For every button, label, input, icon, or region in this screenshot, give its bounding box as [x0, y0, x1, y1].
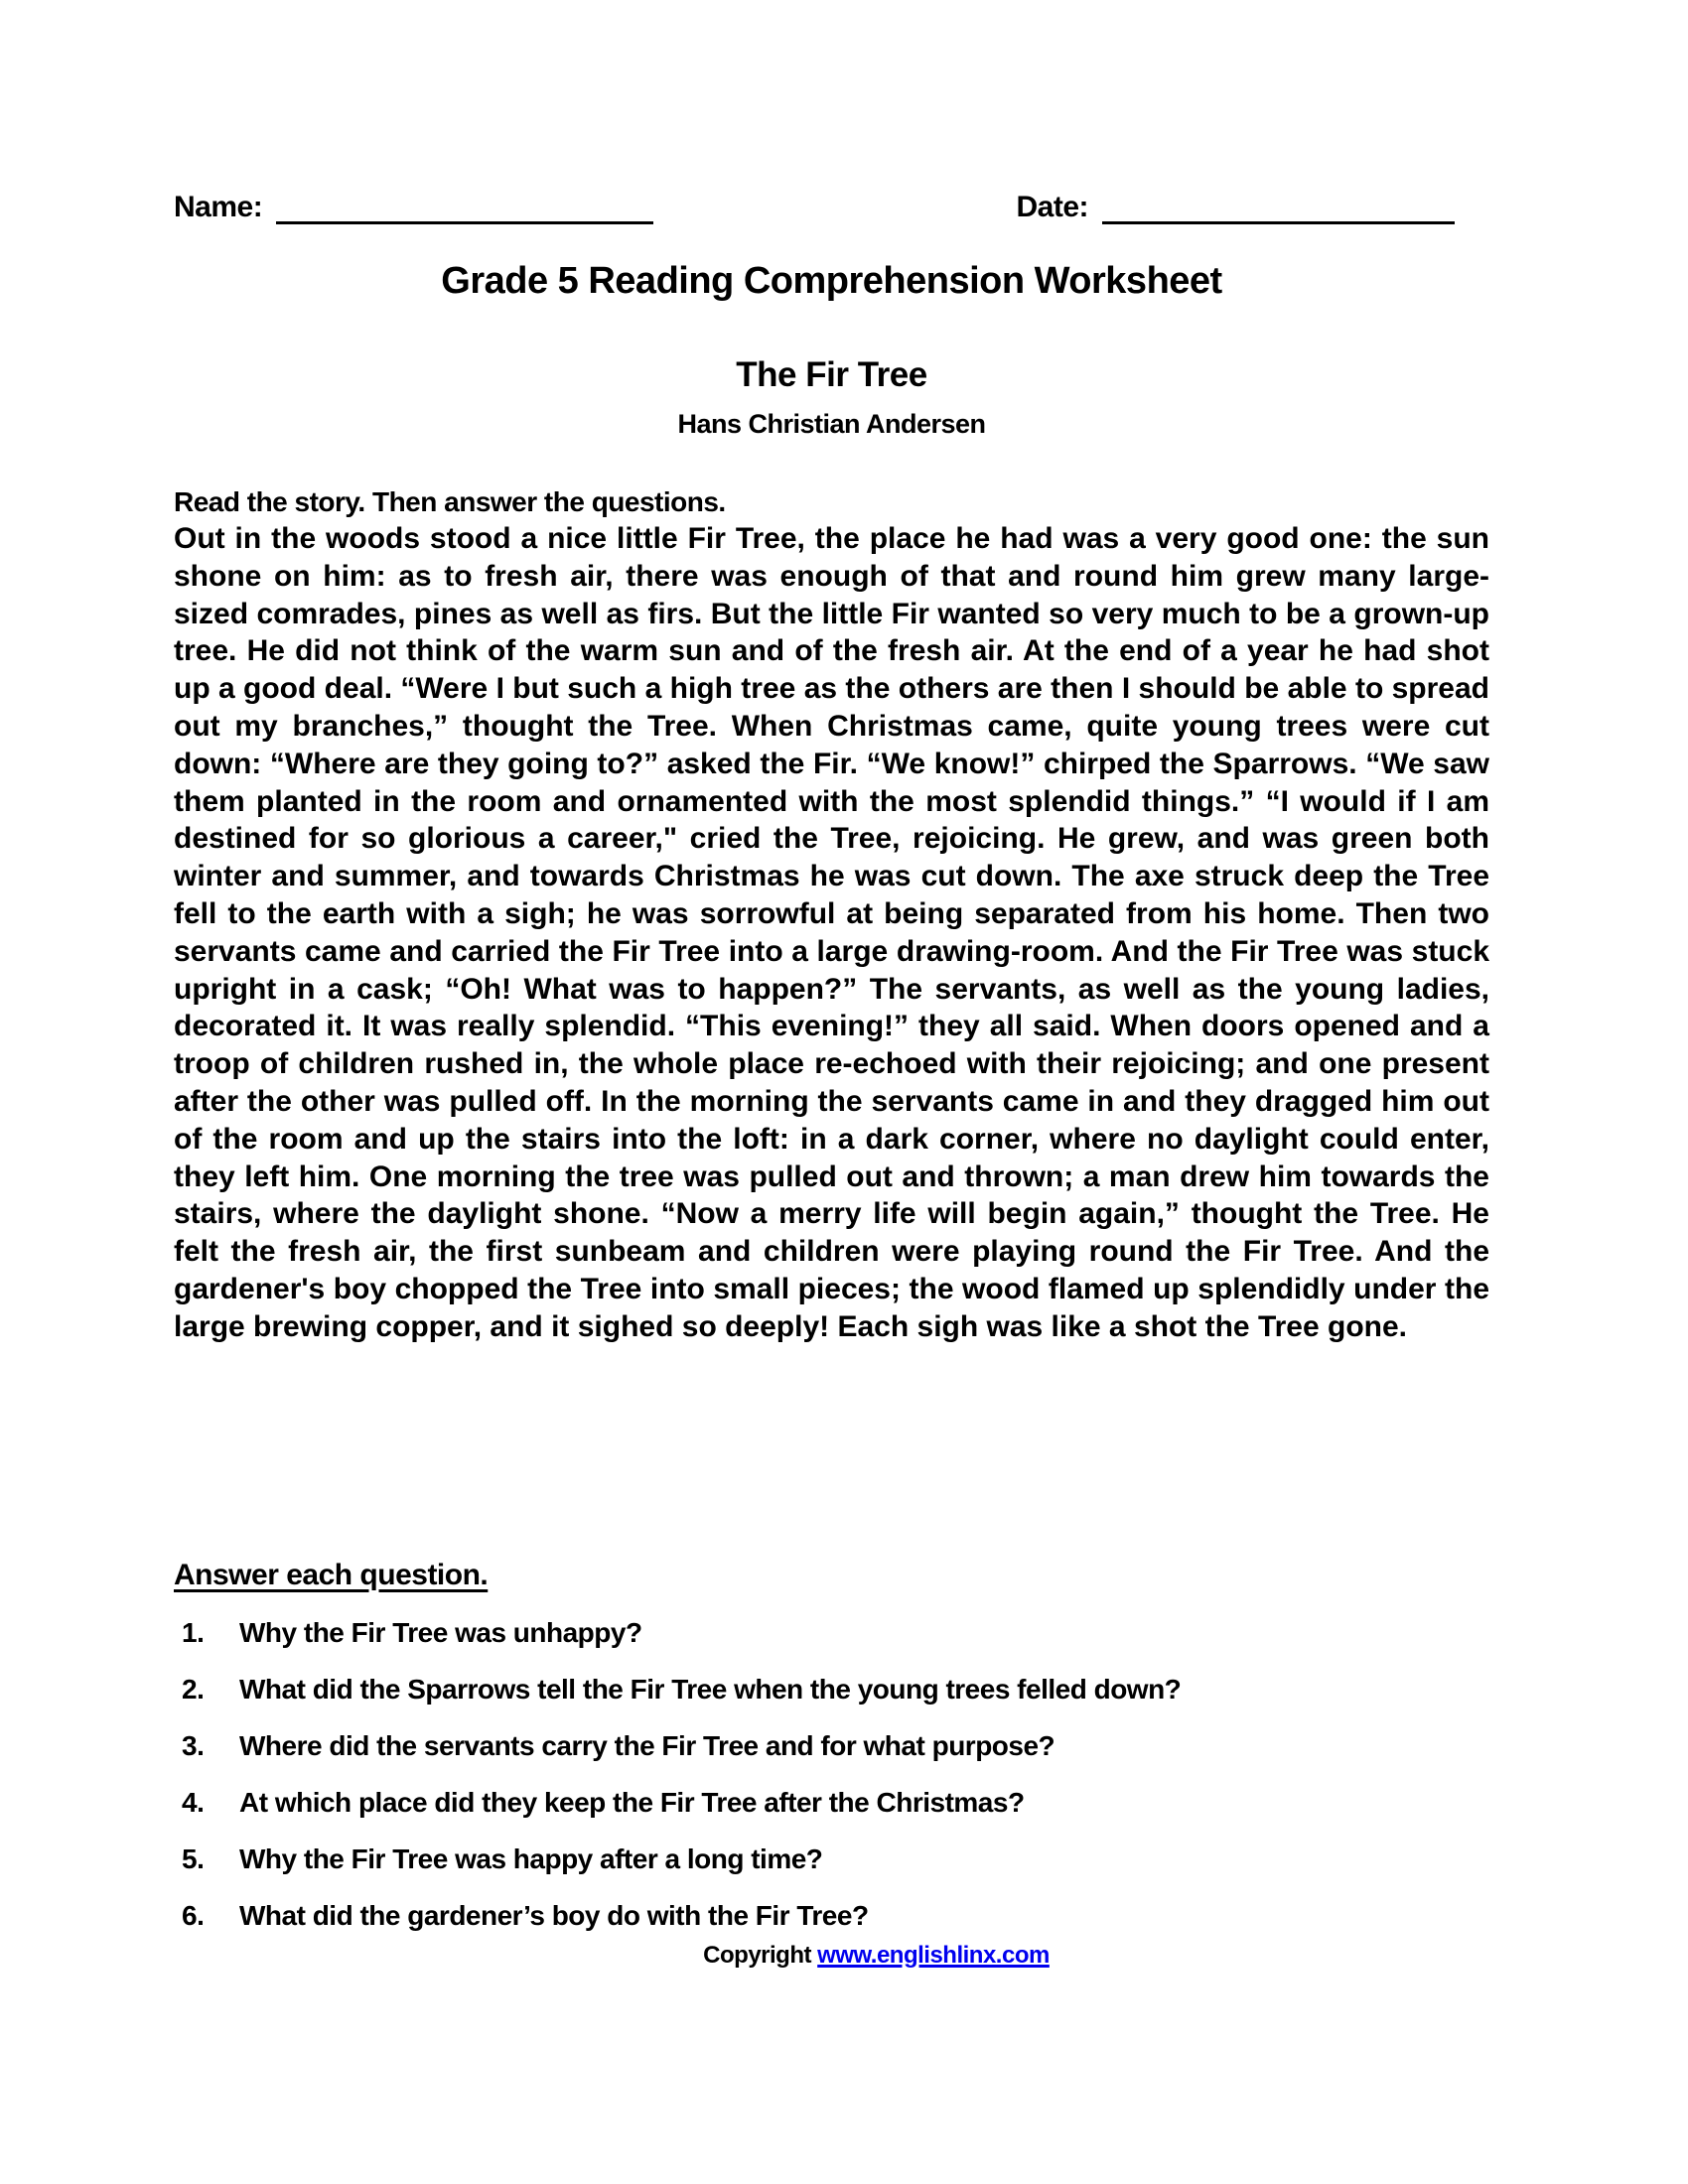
name-field: [174, 191, 653, 224]
name-blank-line[interactable]: [276, 192, 653, 224]
question-text: What did the gardener’s boy do with the Fir Tree?: [239, 1900, 869, 1931]
question-row: [174, 1786, 1564, 1819]
question-number: 5.: [182, 1843, 205, 1874]
footer-copyright: [174, 1942, 1489, 1970]
story-text: Out in the woods stood a nice little Fir Tree, the place he had was a very good one: the sun shone on him: as to fresh air, there was enough of that and round him grew many large-sized comrades, pines as well as firs. But the little Fir wanted so very much to be a grown-up tree. He did not think of the warm sun and of the fresh air. At the end of a year he had shot up a good deal. “Were I but such a high tree as the others are then I should be able to spread out my branches,” thought the Tree. When Christmas came, quite young trees were cut down: “Where are they going to?” asked the Fir. “We know!” chirped the Sparrows. “We saw them planted in the room and ornamented with the most splendid things.” “I would if I am destined for so glorious a career," cried the Tree, rejoicing. He grew, and was green both winter and summer, and towards Christmas he was cut down. The axe struck deep the Tree fell to the earth with a sigh; he was sorrowful at being separated from his home. Then two servants came and carried the Fir Tree into a large drawing-room. And the Fir Tree was stuck upright in a cask; “Oh! What was to happen?” The servants, as well as the young ladies, decorated it. It was really splendid. “This evening!” they all said. When doors opened and a troop of children rushed in, the whole place re-echoed with their rejoicing; and one present after the other was pulled off. In the morning the servants came in and they dragged him out of the room and up the stairs into the loft: in a dark corner, where no daylight could enter, they left him. One morning the tree was pulled out and thrown; a man drew him towards the stairs, where the daylight shone. “Now a merry life will begin again,” thought the Tree. He felt the fresh air, the first sunbeam and children were playing round the Fir Tree. And the gardener's boy chopped the Tree into small pieces; the wood flamed up splendidly under the large brewing copper, and it sighed so deeply! Each sigh was like a shot the Tree gone.: [174, 522, 1489, 1343]
question-number: 2.: [182, 1674, 205, 1705]
name-label: Name:: [174, 191, 263, 223]
question-text: Why the Fir Tree was unhappy?: [239, 1617, 642, 1648]
question-number: 1.: [182, 1617, 205, 1648]
question-number: 4.: [182, 1787, 205, 1818]
story-author: Hans Christian Andersen: [677, 409, 986, 439]
date-field: [1016, 191, 1455, 224]
date-blank-line[interactable]: [1102, 192, 1455, 224]
question-text: Why the Fir Tree was happy after a long time?: [239, 1843, 823, 1874]
question-text: At which place did they keep the Fir Tree after the Christmas?: [239, 1787, 1025, 1818]
story-title: The Fir Tree: [736, 355, 927, 394]
copyright-label: Copyright: [703, 1942, 811, 1969]
questions-list: [174, 1616, 1564, 1956]
question-row: [174, 1899, 1564, 1932]
question-row: [174, 1729, 1564, 1762]
worksheet-title: Grade 5 Reading Comprehension Worksheet: [441, 260, 1222, 302]
question-number: 6.: [182, 1900, 205, 1931]
question-number: 3.: [182, 1730, 205, 1761]
questions-heading: Answer each question.: [174, 1559, 489, 1591]
question-text: What did the Sparrows tell the Fir Tree when the young trees felled down?: [239, 1674, 1182, 1705]
question-row: [174, 1673, 1564, 1706]
question-row: [174, 1843, 1564, 1875]
question-row: [174, 1616, 1564, 1649]
date-label: Date:: [1016, 191, 1088, 223]
header-row: [174, 191, 1455, 224]
story-instructions: Read the story. Then answer the questions.: [174, 486, 726, 517]
copyright-link[interactable]: www.englishlinx.com: [817, 1942, 1050, 1969]
question-text: Where did the servants carry the Fir Tree and for what purpose?: [239, 1730, 1055, 1761]
